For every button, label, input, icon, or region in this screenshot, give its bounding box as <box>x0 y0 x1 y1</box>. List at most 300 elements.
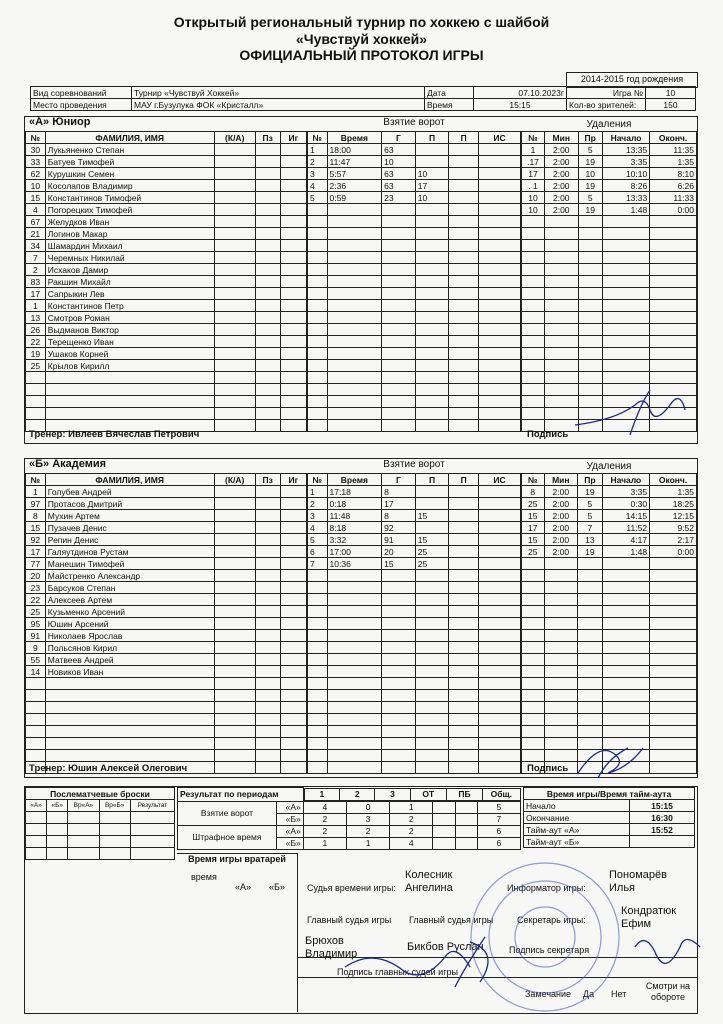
goal-cell: 10 <box>382 156 416 168</box>
time-row <box>524 824 695 836</box>
roster-row <box>26 252 307 264</box>
goal-cell: 10:36 <box>327 558 382 570</box>
goal-cell: 23 <box>382 192 416 204</box>
game-time-title: Время игры/Время тайм-аута <box>524 788 695 800</box>
penalties-header: Пр <box>578 132 602 144</box>
roster-row <box>26 156 307 168</box>
spectators-label: Кол-во зрителей: <box>567 99 646 111</box>
shootout-header: «Б» <box>47 800 68 812</box>
penalty-cell: 11:52 <box>602 522 649 534</box>
goal-row <box>308 360 521 372</box>
player-number: 15 <box>26 192 46 204</box>
goal-row <box>308 348 521 360</box>
comp-label: Вид соревнований <box>31 87 132 99</box>
goals-title: Взятие ворот <box>383 117 445 128</box>
coach-b-signature-icon <box>568 738 658 783</box>
goal-cell <box>449 144 479 156</box>
penalty-cell: 1:35 <box>650 486 697 498</box>
player-number: 23 <box>26 582 46 594</box>
penalty-cell: 7 <box>578 522 603 534</box>
goal-cell <box>449 180 479 192</box>
goal-cell: 8 <box>382 510 416 522</box>
player-number: 77 <box>26 558 46 570</box>
player-name: Лукьяненко Степан <box>45 144 214 156</box>
penalty-row <box>522 204 697 216</box>
goal-row <box>308 216 521 228</box>
roster-row <box>26 642 307 654</box>
player-name: Черемных Никилай <box>45 252 214 264</box>
player-name: Константинов Тимофей <box>45 192 214 204</box>
penalty-cell: 2:00 <box>544 534 578 546</box>
goal-row <box>308 372 521 384</box>
goal-row <box>308 522 521 534</box>
penalty-row <box>522 192 697 204</box>
date-value: 07.10.2023г <box>474 87 567 99</box>
player-number: 20 <box>26 570 46 582</box>
penalty-cell: .17 <box>522 156 545 168</box>
penalty-row <box>522 336 697 348</box>
player-name: Юшин Арсений <box>45 618 214 630</box>
penalty-row <box>522 522 697 534</box>
shootout-header: Вр«А» <box>68 800 99 812</box>
penalty-row <box>522 360 697 372</box>
remark-label: Замечание <box>525 989 572 999</box>
roster-row <box>26 300 307 312</box>
player-number: 1 <box>26 486 46 498</box>
no-label: Нет <box>611 989 627 999</box>
penalty-row <box>522 534 697 546</box>
signature-label: Подпись <box>527 763 569 774</box>
goals-header: Г <box>382 132 416 144</box>
time-label: Окончание <box>524 812 630 824</box>
period-value: 4 <box>303 801 346 813</box>
goal-cell <box>449 192 479 204</box>
player-number: 34 <box>26 240 46 252</box>
roster-row <box>26 336 307 348</box>
game-no-label: Игра № <box>567 87 646 99</box>
roster-row <box>26 582 307 594</box>
goal-cell <box>449 534 479 546</box>
goal-cell: 0:18 <box>327 498 382 510</box>
penalty-cell: 0:00 <box>650 204 697 216</box>
roster-row <box>26 348 307 360</box>
shootout-row <box>26 824 175 836</box>
time-row <box>524 812 695 824</box>
period-team: «А» <box>276 825 303 837</box>
goal-row <box>308 192 521 204</box>
penalty-row <box>522 486 697 498</box>
review-label: Смотри на обороте <box>645 981 691 1002</box>
player-name: Голубев Андрей <box>45 486 214 498</box>
shootout-table <box>25 787 175 860</box>
penalty-cell: 19 <box>578 546 603 558</box>
goal-row <box>308 228 521 240</box>
penalty-row <box>522 312 697 324</box>
player-number: 13 <box>26 312 46 324</box>
penalty-row <box>522 240 697 252</box>
roster-row <box>26 324 307 336</box>
goal-cell: 15 <box>415 510 449 522</box>
player-name: Ушаков Корней <box>45 348 214 360</box>
penalty-cell: 11:35 <box>650 144 697 156</box>
roster-row <box>26 312 307 324</box>
roster-row <box>26 738 307 750</box>
goal-cell: 91 <box>382 534 416 546</box>
time-label: Начало <box>524 800 630 812</box>
roster-row <box>26 690 307 702</box>
period-value: 0 <box>346 801 389 813</box>
player-number: 67 <box>26 216 46 228</box>
player-number: 92 <box>26 534 46 546</box>
informator-label: Информатор игры: <box>507 883 586 893</box>
penalty-cell: 10:10 <box>602 168 649 180</box>
period-header: 3 <box>375 788 410 800</box>
period-team: «Б» <box>276 837 303 849</box>
roster-row <box>26 486 307 498</box>
goal-cell: 15 <box>415 534 449 546</box>
coach-a-signature-icon <box>570 385 690 445</box>
goal-cell: 2:36 <box>327 180 382 192</box>
secretary-sign-label: Подпись секретаря <box>509 945 590 955</box>
player-name: Исхаков Дамир <box>45 264 214 276</box>
roster-header: ФАМИЛИЯ, ИМЯ <box>45 474 214 486</box>
goals-header: П <box>415 474 449 486</box>
penalty-row <box>522 558 697 570</box>
roster-row <box>26 192 307 204</box>
goal-cell: 5 <box>308 192 328 204</box>
period-value <box>455 837 477 849</box>
player-number: 33 <box>26 156 46 168</box>
player-number: 25 <box>26 606 46 618</box>
player-number: 25 <box>26 360 46 372</box>
roster-row <box>26 396 307 408</box>
period-header: ОТ <box>410 788 446 800</box>
period-value: 5 <box>477 801 520 813</box>
time-value <box>630 836 695 848</box>
period-value: 2 <box>346 825 389 837</box>
referee-signatures-icon <box>325 927 705 987</box>
penalty-row <box>522 180 697 192</box>
shootout-header: Результат <box>130 800 174 812</box>
player-name: Протасов Дмитрий <box>45 498 214 510</box>
period-value: 2 <box>390 825 433 837</box>
goal-row <box>308 420 521 432</box>
period-value: 1 <box>303 837 346 849</box>
period-header: Общ. <box>483 788 520 800</box>
penalty-cell: 19 <box>578 156 602 168</box>
place-value: МАУ г.Бузулука ФОК «Кристалл» <box>132 99 425 111</box>
penalty-row <box>522 690 697 702</box>
player-name: Польсянов Кирил <box>45 642 214 654</box>
player-number: 4 <box>26 204 46 216</box>
period-value: 1 <box>346 837 389 849</box>
penalty-row <box>522 288 697 300</box>
goal-cell: 11:48 <box>327 510 382 522</box>
goal-row <box>308 408 521 420</box>
periods-title: Результат по периодам <box>178 788 304 802</box>
bottom-section <box>24 786 698 1014</box>
goal-cell: 17:00 <box>327 546 382 558</box>
goal-cell <box>449 510 479 522</box>
penalty-row <box>522 654 697 666</box>
penalty-cell: . 1 <box>522 180 545 192</box>
goal-row <box>308 534 521 546</box>
goal-row <box>308 582 521 594</box>
player-number: 17 <box>26 546 46 558</box>
penalty-cell: 2:17 <box>650 534 697 546</box>
roster-row <box>26 546 307 558</box>
penalty-cell: 3:35 <box>602 156 649 168</box>
birth-year: 2014-2015 год рождения <box>580 74 684 84</box>
penalty-row <box>522 546 697 558</box>
team-name: «А» Юниор <box>29 116 91 128</box>
penalty-cell: 5 <box>578 144 602 156</box>
roster-row <box>26 570 307 582</box>
goal-cell: 17:18 <box>327 486 382 498</box>
goals-header: ИС <box>478 474 520 486</box>
goal-row <box>308 558 521 570</box>
goal-cell <box>449 486 479 498</box>
goal-row <box>308 144 521 156</box>
roster-row <box>26 168 307 180</box>
penalty-cell: 5 <box>578 192 602 204</box>
period-row <box>178 825 521 837</box>
goals-header: Г <box>382 474 416 486</box>
goal-cell <box>449 522 479 534</box>
period-header: ПБ <box>446 788 482 800</box>
goal-row <box>308 240 521 252</box>
time-value: 15:15 <box>474 99 567 111</box>
penalty-row <box>522 570 697 582</box>
penalty-row <box>522 276 697 288</box>
roster-header: Иг <box>280 474 306 486</box>
penalty-row <box>522 252 697 264</box>
penalty-cell: 8 <box>522 486 545 498</box>
period-value: 7 <box>477 813 520 825</box>
penalty-row <box>522 726 697 738</box>
player-number: 8 <box>26 510 46 522</box>
ref1-name: Брюхов Владимир <box>305 935 358 960</box>
period-value: 2 <box>390 813 433 825</box>
protocol-title: ОФИЦИАЛЬНЫЙ ПРОТОКОЛ ИГРЫ <box>239 47 484 63</box>
penalties-header: Оконч. <box>650 132 697 144</box>
penalty-cell: 2:00 <box>544 510 578 522</box>
player-number: 83 <box>26 276 46 288</box>
roster-header: № <box>26 132 46 144</box>
team-b-section <box>24 458 698 778</box>
time-row <box>524 800 695 812</box>
goal-row <box>308 312 521 324</box>
goal-row <box>308 702 521 714</box>
goal-cell: 63 <box>382 168 416 180</box>
player-number: 62 <box>26 168 46 180</box>
player-name: Константинов Петр <box>45 300 214 312</box>
goal-row <box>308 288 521 300</box>
roster-row <box>26 714 307 726</box>
penalty-cell: 2:00 <box>545 168 578 180</box>
goal-row <box>308 300 521 312</box>
penalty-cell: 9:52 <box>650 522 697 534</box>
period-value: 6 <box>477 837 520 849</box>
roster-row <box>26 726 307 738</box>
period-team: «А» <box>276 801 303 813</box>
player-name: Смотров Роман <box>45 312 214 324</box>
period-value <box>433 813 455 825</box>
goal-cell: 92 <box>382 522 416 534</box>
informator-name: Пономарёв Илья <box>609 869 667 894</box>
time-label: Тайм-аут «А» <box>524 824 630 836</box>
player-number: 21 <box>26 228 46 240</box>
goalkeeper-time-label: время <box>191 872 217 882</box>
penalty-cell: 4:17 <box>602 534 649 546</box>
goal-row <box>308 486 521 498</box>
secretary-name: Кондратюк Ефим <box>621 905 677 930</box>
penalty-cell: 25 <box>522 498 545 510</box>
penalty-cell: 0:30 <box>602 498 649 510</box>
goal-row <box>308 168 521 180</box>
player-name: Репин Денис <box>45 534 214 546</box>
goal-cell: 8 <box>382 486 416 498</box>
penalty-row <box>522 324 697 336</box>
penalty-row <box>522 348 697 360</box>
goal-row <box>308 498 521 510</box>
penalty-row <box>522 264 697 276</box>
roster-row <box>26 618 307 630</box>
player-name: Мухин Артем <box>45 510 214 522</box>
goal-cell <box>415 486 449 498</box>
shootout-row <box>26 848 175 860</box>
roster-row <box>26 750 307 762</box>
penalty-cell: 2:00 <box>545 192 578 204</box>
player-number: 10 <box>26 180 46 192</box>
penalty-cell: 17 <box>522 522 545 534</box>
goals-header: ИС <box>478 132 520 144</box>
period-value <box>433 837 455 849</box>
player-number: 22 <box>26 594 46 606</box>
player-name: Сапрыкин Лев <box>45 288 214 300</box>
goal-row <box>308 396 521 408</box>
penalty-cell: 14:15 <box>602 510 649 522</box>
roster-row <box>26 360 307 372</box>
penalty-row <box>522 144 697 156</box>
penalty-cell: 10 <box>522 192 545 204</box>
goal-row <box>308 630 521 642</box>
coach-name: Тренер: Ивлеев Вячеслав Петрович <box>29 429 200 440</box>
game-time-table <box>523 787 695 848</box>
goal-row <box>308 510 521 522</box>
period-value <box>433 825 455 837</box>
penalty-cell: 5 <box>578 498 603 510</box>
penalty-cell: 0:00 <box>650 546 697 558</box>
penalty-row <box>522 372 697 384</box>
roster-row <box>26 702 307 714</box>
player-number: 9 <box>26 642 46 654</box>
comp-value: Турнир «Чувствуй Хоккей» <box>132 87 425 99</box>
roster-table <box>25 131 307 432</box>
roster-row <box>26 240 307 252</box>
player-number: 91 <box>26 630 46 642</box>
penalty-cell: 1:48 <box>602 204 649 216</box>
goal-cell: 7 <box>308 558 328 570</box>
period-header: 1 <box>304 788 339 800</box>
roster-header: Иг <box>280 132 306 144</box>
penalty-cell: 2:00 <box>544 522 578 534</box>
goal-row <box>308 324 521 336</box>
penalty-cell: 19 <box>578 204 602 216</box>
player-name: Батуев Тимофей <box>45 156 214 168</box>
goal-cell <box>449 498 479 510</box>
player-number: 14 <box>26 666 46 678</box>
roster-header: Пз <box>255 132 280 144</box>
period-value <box>455 825 477 837</box>
main-ref-label: Главный судья игры <box>307 915 392 925</box>
goal-cell: 15 <box>382 558 416 570</box>
period-value: 1 <box>390 801 433 813</box>
roster-row <box>26 534 307 546</box>
shootout-header: Вр«Б» <box>99 800 130 812</box>
goal-row <box>308 690 521 702</box>
main-ref-label-2: Главный судья игры <box>409 915 494 925</box>
penalty-cell: 2:00 <box>545 144 578 156</box>
penalties-title: Удаления <box>586 119 632 130</box>
penalty-row <box>522 216 697 228</box>
penalty-cell: 13:33 <box>602 192 649 204</box>
goal-row <box>308 642 521 654</box>
goal-row <box>308 276 521 288</box>
penalty-cell: 2:00 <box>545 156 578 168</box>
penalty-cell: 13 <box>578 534 603 546</box>
goal-row <box>308 738 521 750</box>
penalty-cell: 2:00 <box>544 486 578 498</box>
goals-header: Время <box>327 132 382 144</box>
goals-header: П <box>415 132 449 144</box>
shootout-title: Послематчевые броски <box>26 788 175 800</box>
player-name: Косолапов Владимир <box>45 180 214 192</box>
penalty-row <box>522 630 697 642</box>
goal-row <box>308 204 521 216</box>
goals-header: Время <box>327 474 382 486</box>
penalty-cell: 1:35 <box>650 156 697 168</box>
penalty-row <box>522 678 697 690</box>
goal-cell <box>415 522 449 534</box>
roster-row <box>26 288 307 300</box>
penalty-row <box>522 510 697 522</box>
goal-cell: 3 <box>308 510 328 522</box>
period-value: 2 <box>303 813 346 825</box>
penalty-cell: 19 <box>578 486 603 498</box>
time-value: 15:15 <box>630 800 695 812</box>
penalties-header: Начало <box>602 132 649 144</box>
goal-cell <box>449 168 479 180</box>
penalty-cell: 2:00 <box>544 498 578 510</box>
period-team: «Б» <box>276 813 303 825</box>
goal-cell <box>415 144 449 156</box>
penalties-header: Начало <box>602 474 649 486</box>
penalty-cell: 10 <box>522 204 545 216</box>
period-value <box>455 813 477 825</box>
player-name: Погорецких Тимофей <box>45 204 214 216</box>
player-name: Кузьменко Арсений <box>45 606 214 618</box>
roster-row <box>26 630 307 642</box>
penalty-row <box>522 300 697 312</box>
game-no-value: 10 <box>646 87 696 99</box>
ref2-name: Бикбов Руслан <box>407 941 484 953</box>
shootout-header: «А» <box>26 800 47 812</box>
player-number: 55 <box>26 654 46 666</box>
goal-row <box>308 156 521 168</box>
goal-row <box>308 678 521 690</box>
roster-header: (К/А) <box>214 132 255 144</box>
